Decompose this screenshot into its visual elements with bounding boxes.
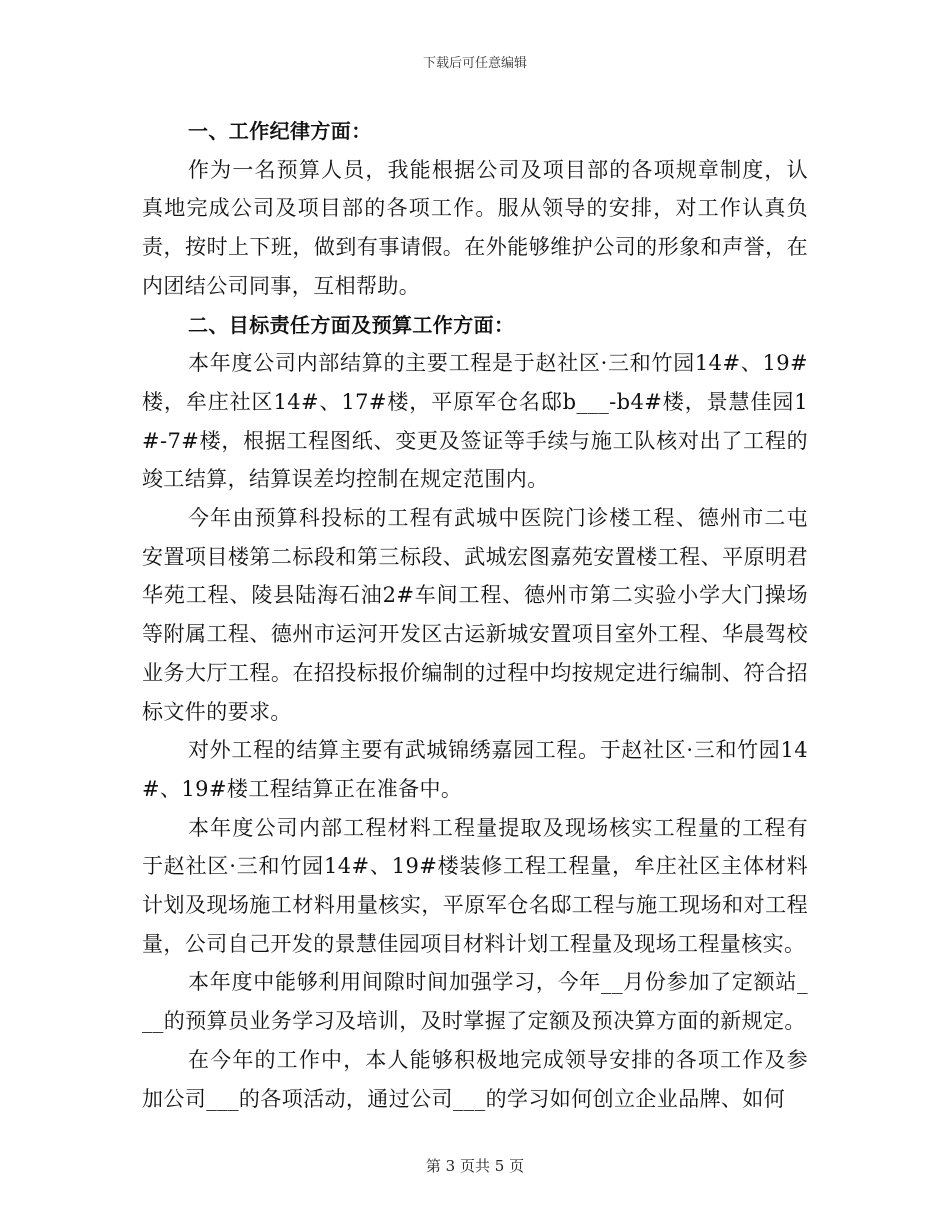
section-heading-work-discipline: 一、工作纪律方面： [188,119,372,143]
paragraph-activities: 在今年的工作中，本人能够积极地完成领导安排的各项工作及参加公司___的各项活动，通过公司___的学习如何创立企业品牌、如何 [142,1047,808,1111]
paragraph-internal-settlement: 本年度公司内部结算的主要工程是于赵社区·三和竹园14#、19#楼，牟庄社区14#、17#楼，平原军仓名邸b___-b4#楼，景慧佳园1#-7#楼，根据工程图纸、变更及签证等手续与施工队核对出了工程的竣工结算，结算误差均控制在规定范围内。 [142,351,808,492]
page-number: 第 3 页共 5 页 [425,1157,525,1175]
paragraph-material-quantities: 本年度公司内部工程材料工程量提取及现场核实工程量的工程有于赵社区·三和竹园14#、19#楼装修工程工程量，牟庄社区主体材料计划及现场施工材料用量核实，平原军仓名邸工程与施工现场和对工程量，公司自己开发的景慧佳园项目材料计划工程量及现场工程量核实。 [142,815,808,956]
paragraph-study-training: 本年度中能够利用间隙时间加强学习，今年__月份参加了定额站___的预算员业务学习及培训，及时掌握了定额及预决算方面的新规定。 [142,970,808,1034]
section-heading-target-budget: 二、目标责任方面及预算工作方面： [188,312,515,337]
paragraph-external-settlement: 对外工程的结算主要有武城锦绣嘉园工程。于赵社区·三和竹园14#、19#楼工程结算正在准备中。 [142,738,808,801]
document-body [142,112,808,1118]
page-header: 下载后可任意编辑 [422,56,527,71]
paragraph-work-discipline: 作为一名预算人员，我能根据公司及项目部的各项规章制度，认真地完成公司及项目部的各项工作。服从领导的安排，对工作认真负责，按时上下班，做到有事请假。在外能够维护公司的形象和声誉，在内团结公司同事，互相帮助。 [142,157,808,298]
paragraph-bidding-projects: 今年由预算科投标的工程有武城中医院门诊楼工程、德州市二屯安置项目楼第二标段和第三标段、武城宏图嘉苑安置楼工程、平原明君华苑工程、陵县陆海石油2#车间工程、德州市第二实验小学大门操场等附属工程、德州市运河开发区古运新城安置项目室外工程、华晨驾校业务大厅工程。在招投标报价编制的过程中均按规定进行编制、符合招标文件的要求。 [142,506,808,724]
